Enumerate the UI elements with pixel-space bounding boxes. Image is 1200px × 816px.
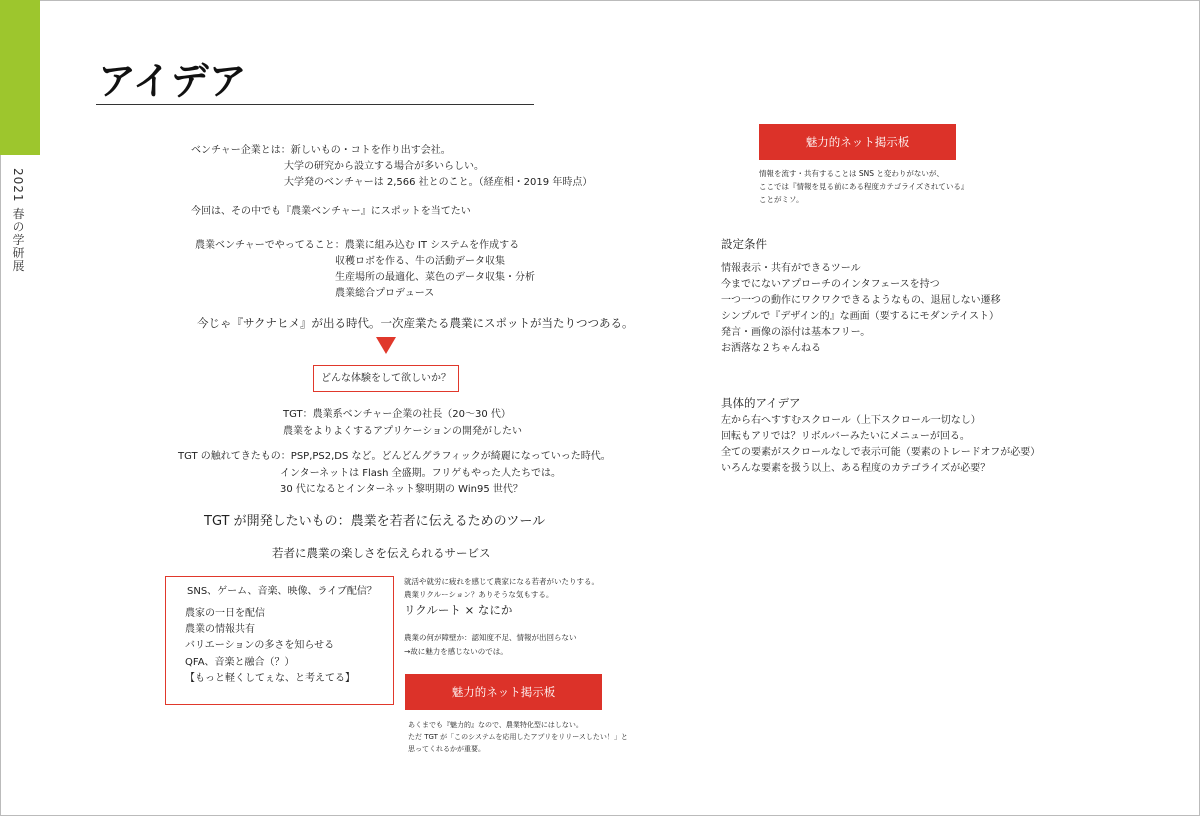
venture-line-3: 大学発のベンチャーは 2,566 社とのこと。（経産相・2019 年時点） (284, 177, 593, 188)
barrier-line-2: →故に魅力を感じないのでは。 (404, 647, 508, 656)
condition-item: 一つ一つの動作にワクワクできるようなもの、退屈しない遷移 (721, 295, 1001, 306)
sidebar-label: 2021 春の学研展 (11, 168, 25, 273)
barrier-line-1: 農業の何が障壁か：認知度不足、情報が出回らない (404, 633, 577, 642)
sns-item: 農家の一日を配信 (185, 608, 265, 619)
idea-item: 左から右へすすむスクロール（上下スクロール一切なし） (721, 415, 981, 426)
sns-box (165, 576, 394, 705)
venture-line-1: ベンチャー企業とは：新しいもの・コトを作り出す会社。 (191, 145, 451, 156)
top-note-line-1: 情報を流す・共有することは SNS と変わりがないが、 (759, 169, 944, 178)
service-subtitle: 若者に農業の楽しさを伝えられるサービス (272, 546, 491, 560)
sns-item: 農業の情報共有 (185, 624, 255, 635)
accent-bar (0, 0, 40, 155)
recruit-line-1: 就活や就労に疲れを感じて農家になる若者がいたりする。 (404, 577, 599, 586)
exposure-line-3: 30 代になるとインターネット黎明期の Win95 世代？ (280, 484, 523, 495)
question-text: どんな体験をして欲しいか？ (321, 373, 451, 384)
bottom-note-line-1: あくまでも『魅力的』なので、農業特化型にはしない。 (408, 721, 583, 729)
idea-item: いろんな要素を扱う以上、ある程度のカテゴライズが必要？ (721, 463, 991, 474)
exposure-line-1: TGT の触れてきたもの：PSP,PS2,DS など。どんどんグラフィックが綺麗になっていった時代。 (178, 451, 611, 462)
ideas-heading: 具体的アイデア (721, 396, 801, 410)
title-divider (96, 104, 534, 105)
exposure-line-2: インターネットは Flash 全盛期。フリゲもやった人たちでは。 (280, 468, 561, 479)
tgt-line-1: TGT：農業系ベンチャー企業の社長（20〜30 代） (283, 409, 511, 420)
charm-board-button-bottom[interactable]: 魅力的ネット掲示板 (405, 674, 602, 710)
spotlight-text: 今回は、その中でも『農業ベンチャー』にスポットを当てたい (191, 206, 471, 217)
top-note-line-2: ここでは『情報を見る前にある程度カテゴライズされている』 (759, 182, 969, 191)
conditions-heading: 設定条件 (721, 237, 767, 251)
idea-item: 全ての要素がスクロールなしで表示可能（要素のトレードオフが必要） (721, 447, 1041, 458)
down-arrow-icon (376, 337, 396, 354)
condition-item: お洒落な２ちゃんねる (721, 343, 821, 354)
page-title: アイデア (98, 59, 247, 103)
recruit-emphasis: リクルート × なにか (404, 603, 513, 617)
recruit-line-2: 農業リクルーション？ありそうな気もする。 (404, 590, 554, 599)
bottom-note-line-3: 思ってくれるかが重要。 (408, 745, 485, 753)
agri-line-3: 生産場所の最適化、菜色のデータ収集・分析 (335, 272, 535, 283)
agri-line-2: 収穫ロボを作る、牛の活動データ収集 (335, 256, 505, 267)
sns-item: バリエーションの多さを知らせる (185, 640, 335, 651)
era-statement: 今じゃ『サクナヒメ』が出る時代。一次産業たる農業にスポットが当たりつつある。 (197, 316, 634, 330)
venture-line-2: 大学の研究から設立する場合が多いらしい。 (284, 161, 484, 172)
tgt-goal: TGT が開発したいもの：農業を若者に伝えるためのツール (204, 514, 546, 529)
condition-item: 情報表示・共有ができるツール (721, 263, 861, 274)
tgt-line-2: 農業をよりよくするアプリケーションの開発がしたい (283, 426, 522, 437)
condition-item: シンプルで『デザイン的』な画面（要するにモダンテイスト） (721, 311, 999, 322)
sns-item: 【もっと軽くしてぇな、と考えてる】 (185, 673, 355, 684)
condition-item: 発言・画像の添付は基本フリー。 (721, 327, 871, 338)
bottom-note-line-2: ただ TGT が「このシステムを応用したアプリをリリースしたい！」と (408, 733, 628, 741)
charm-board-button-top[interactable]: 魅力的ネット掲示板 (759, 124, 956, 160)
top-note-line-3: ことがミソ。 (759, 195, 804, 204)
idea-item: 回転もアリでは？リボルバーみたいにメニューが回る。 (721, 431, 970, 442)
agri-line-1: 農業ベンチャーでやってること：農業に組み込む IT システムを作成する (195, 240, 520, 251)
agri-line-4: 農業総合プロデュース (335, 288, 435, 299)
condition-item: 今までにないアプローチのインタフェースを持つ (721, 279, 940, 290)
sns-item: QFA、音楽と融合（？） (185, 657, 295, 668)
question-box (313, 365, 459, 392)
sns-heading: SNS、ゲーム、音楽、映像、ライブ配信？ (187, 586, 377, 597)
